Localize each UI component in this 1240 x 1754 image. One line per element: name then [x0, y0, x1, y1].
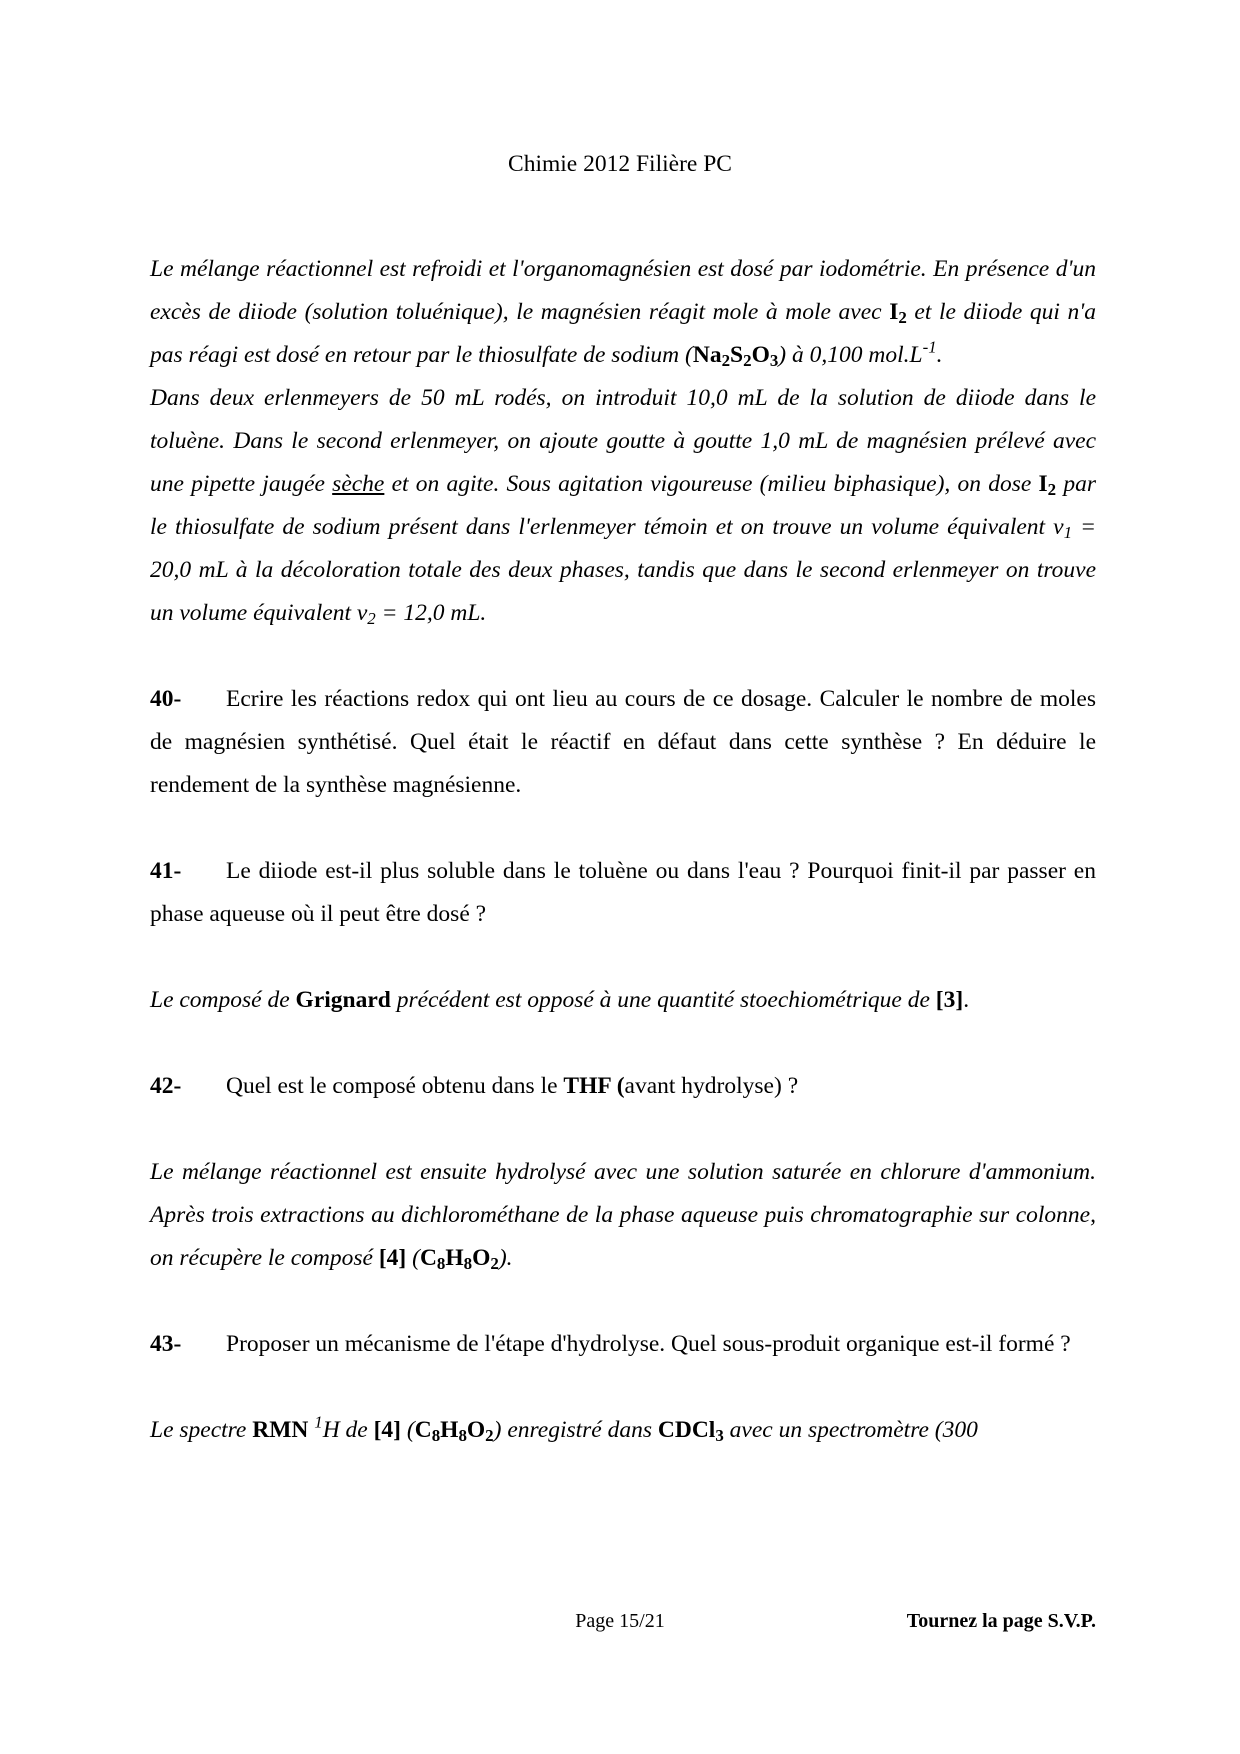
element-c: C: [414, 1417, 432, 1443]
text-run: Le spectre: [150, 1417, 253, 1443]
formula-c8h8o2: [414, 1417, 494, 1446]
element-o: O: [751, 342, 770, 368]
question-text: Le diiode est-il plus soluble dans le toluène ou dans l'eau ? Pourquoi finit-il par passer en phase aqueuse où il peut être dosé ?: [150, 858, 1096, 927]
paragraph-nmr: [150, 1409, 1096, 1452]
question-number: 42-: [150, 1073, 182, 1099]
compound-ref: [3]: [935, 987, 964, 1013]
element-o: O: [472, 1245, 491, 1271]
superscript: -1: [922, 337, 937, 357]
text-run: (: [401, 1417, 415, 1443]
text-run: ).: [498, 1245, 513, 1271]
text-run: Le composé de: [150, 987, 296, 1013]
text-run: Dans deux erlenmeyers de 50 mL rodés, on introduit 10,0 mL de la solution de diiode dans le toluène. Dans le second erlenmeyer, on ajoute goutte à goutte 1,0 mL de magnésien prélevé avec une pipette jaugée: [150, 385, 1096, 497]
underlined-word: sèche: [332, 471, 385, 497]
question-42: [150, 1065, 1096, 1108]
paragraph-iodometry: [150, 248, 1096, 377]
subscript: 2: [1047, 480, 1057, 500]
subscript: 8: [436, 1254, 446, 1274]
subscript: 8: [458, 1426, 467, 1446]
formula-i2: I: [889, 299, 899, 325]
subscript: 8: [463, 1254, 473, 1274]
text-run: (: [406, 1245, 420, 1271]
formula-cdcl: CDCl: [657, 1417, 716, 1443]
element-c: C: [419, 1245, 437, 1271]
text-run: par le thiosulfate de sodium présent dans l'erlenmeyer témoin et on trouve un volume équivalent v: [150, 471, 1096, 540]
bold-term: RMN: [252, 1417, 309, 1443]
subscript: 1: [1063, 523, 1073, 543]
formula-c8h8o2: [419, 1245, 499, 1274]
text-run: avec un spectromètre (300: [723, 1417, 978, 1443]
question-number: 40-: [150, 686, 182, 712]
subscript: 2: [898, 308, 907, 328]
element-i: I: [1038, 471, 1048, 497]
formula-thiosulfate: [692, 342, 779, 371]
element-s: S: [730, 342, 744, 368]
text-run: .: [936, 342, 943, 368]
question-number: 43-: [150, 1331, 182, 1357]
subscript: 2: [485, 1426, 494, 1446]
element-h: H: [440, 1417, 459, 1443]
paragraph-procedure: [150, 377, 1096, 635]
page-number: Page 15/21: [575, 1610, 665, 1632]
superscript: 1: [314, 1412, 323, 1432]
text-run: ) à 0,100 mol.L: [778, 342, 923, 368]
paragraph-grignard: [150, 979, 1096, 1022]
text-run: ) enregistré dans: [493, 1417, 658, 1443]
subscript: 2: [367, 609, 376, 629]
subscript: 3: [715, 1426, 724, 1446]
question-text: Quel est le composé obtenu dans le: [226, 1073, 564, 1099]
question-43: [150, 1323, 1096, 1366]
text-run: = 12,0 mL.: [375, 600, 487, 626]
text-run: Le mélange réactionnel est refroidi et l'organomagnésien est dosé par iodométrie. En présence d'un excès de diiode (solution toluénique), le magnésien réagit mole à mole avec: [150, 256, 1096, 325]
text-run: et on agite. Sous agitation vigoureuse (milieu biphasique), on dose: [384, 471, 1039, 497]
element-o: O: [466, 1417, 486, 1443]
question-40: [150, 678, 1096, 807]
question-number: 41-: [150, 858, 182, 884]
subscript: 3: [769, 351, 779, 371]
turn-page-note: Tournez la page S.V.P.: [906, 1610, 1096, 1632]
compound-ref: [4]: [378, 1245, 407, 1271]
question-41: [150, 850, 1096, 936]
text-run: Le mélange réactionnel est ensuite hydrolysé avec une solution saturée en chlorure d'ammonium. Après trois extractions au dichlorométhane de la phase aqueuse puis chromatographie sur colonne, on récupère le composé: [150, 1159, 1096, 1271]
compound-ref: [4]: [373, 1417, 402, 1443]
element-h: H: [445, 1245, 464, 1271]
subscript: 2: [743, 351, 752, 371]
text-run: H de: [322, 1417, 374, 1443]
subscript: 2: [721, 351, 731, 371]
bold-term: THF (: [563, 1073, 625, 1099]
formula-i2: [1038, 471, 1057, 500]
page-body: [150, 248, 1096, 1452]
element-na: Na: [692, 342, 722, 368]
question-text: Proposer un mécanisme de l'étape d'hydrolyse. Quel sous-produit organique est-il formé ?: [226, 1331, 1071, 1357]
subscript: 2: [490, 1254, 499, 1274]
page-header-title: Chimie 2012 Filière PC: [508, 151, 732, 177]
question-text: avant hydrolyse) ?: [624, 1073, 799, 1099]
bold-term: Grignard: [295, 987, 391, 1013]
paragraph-hydrolysis: [150, 1151, 1096, 1280]
text-run: .: [963, 987, 970, 1013]
subscript: 8: [431, 1426, 441, 1446]
text-run: = 20,0 mL à la décoloration totale des deux phases, tandis que dans le second erlenmeyer on trouve un volume équivalent v: [150, 514, 1096, 626]
text-run: et le diiode qui n'a pas réagi est dosé en retour par le thiosulfate de sodium (: [150, 299, 1097, 368]
text-run: précédent est opposé à une quantité stoechiométrique de: [390, 987, 936, 1013]
question-text: Ecrire les réactions redox qui ont lieu au cours de ce dosage. Calculer le nombre de moles de magnésien synthétisé. Quel était le réactif en défaut dans cette synthèse ? En déduire le rendement de la synthèse magnésienne.: [150, 686, 1096, 798]
formula-cdcl3: [657, 1417, 724, 1446]
